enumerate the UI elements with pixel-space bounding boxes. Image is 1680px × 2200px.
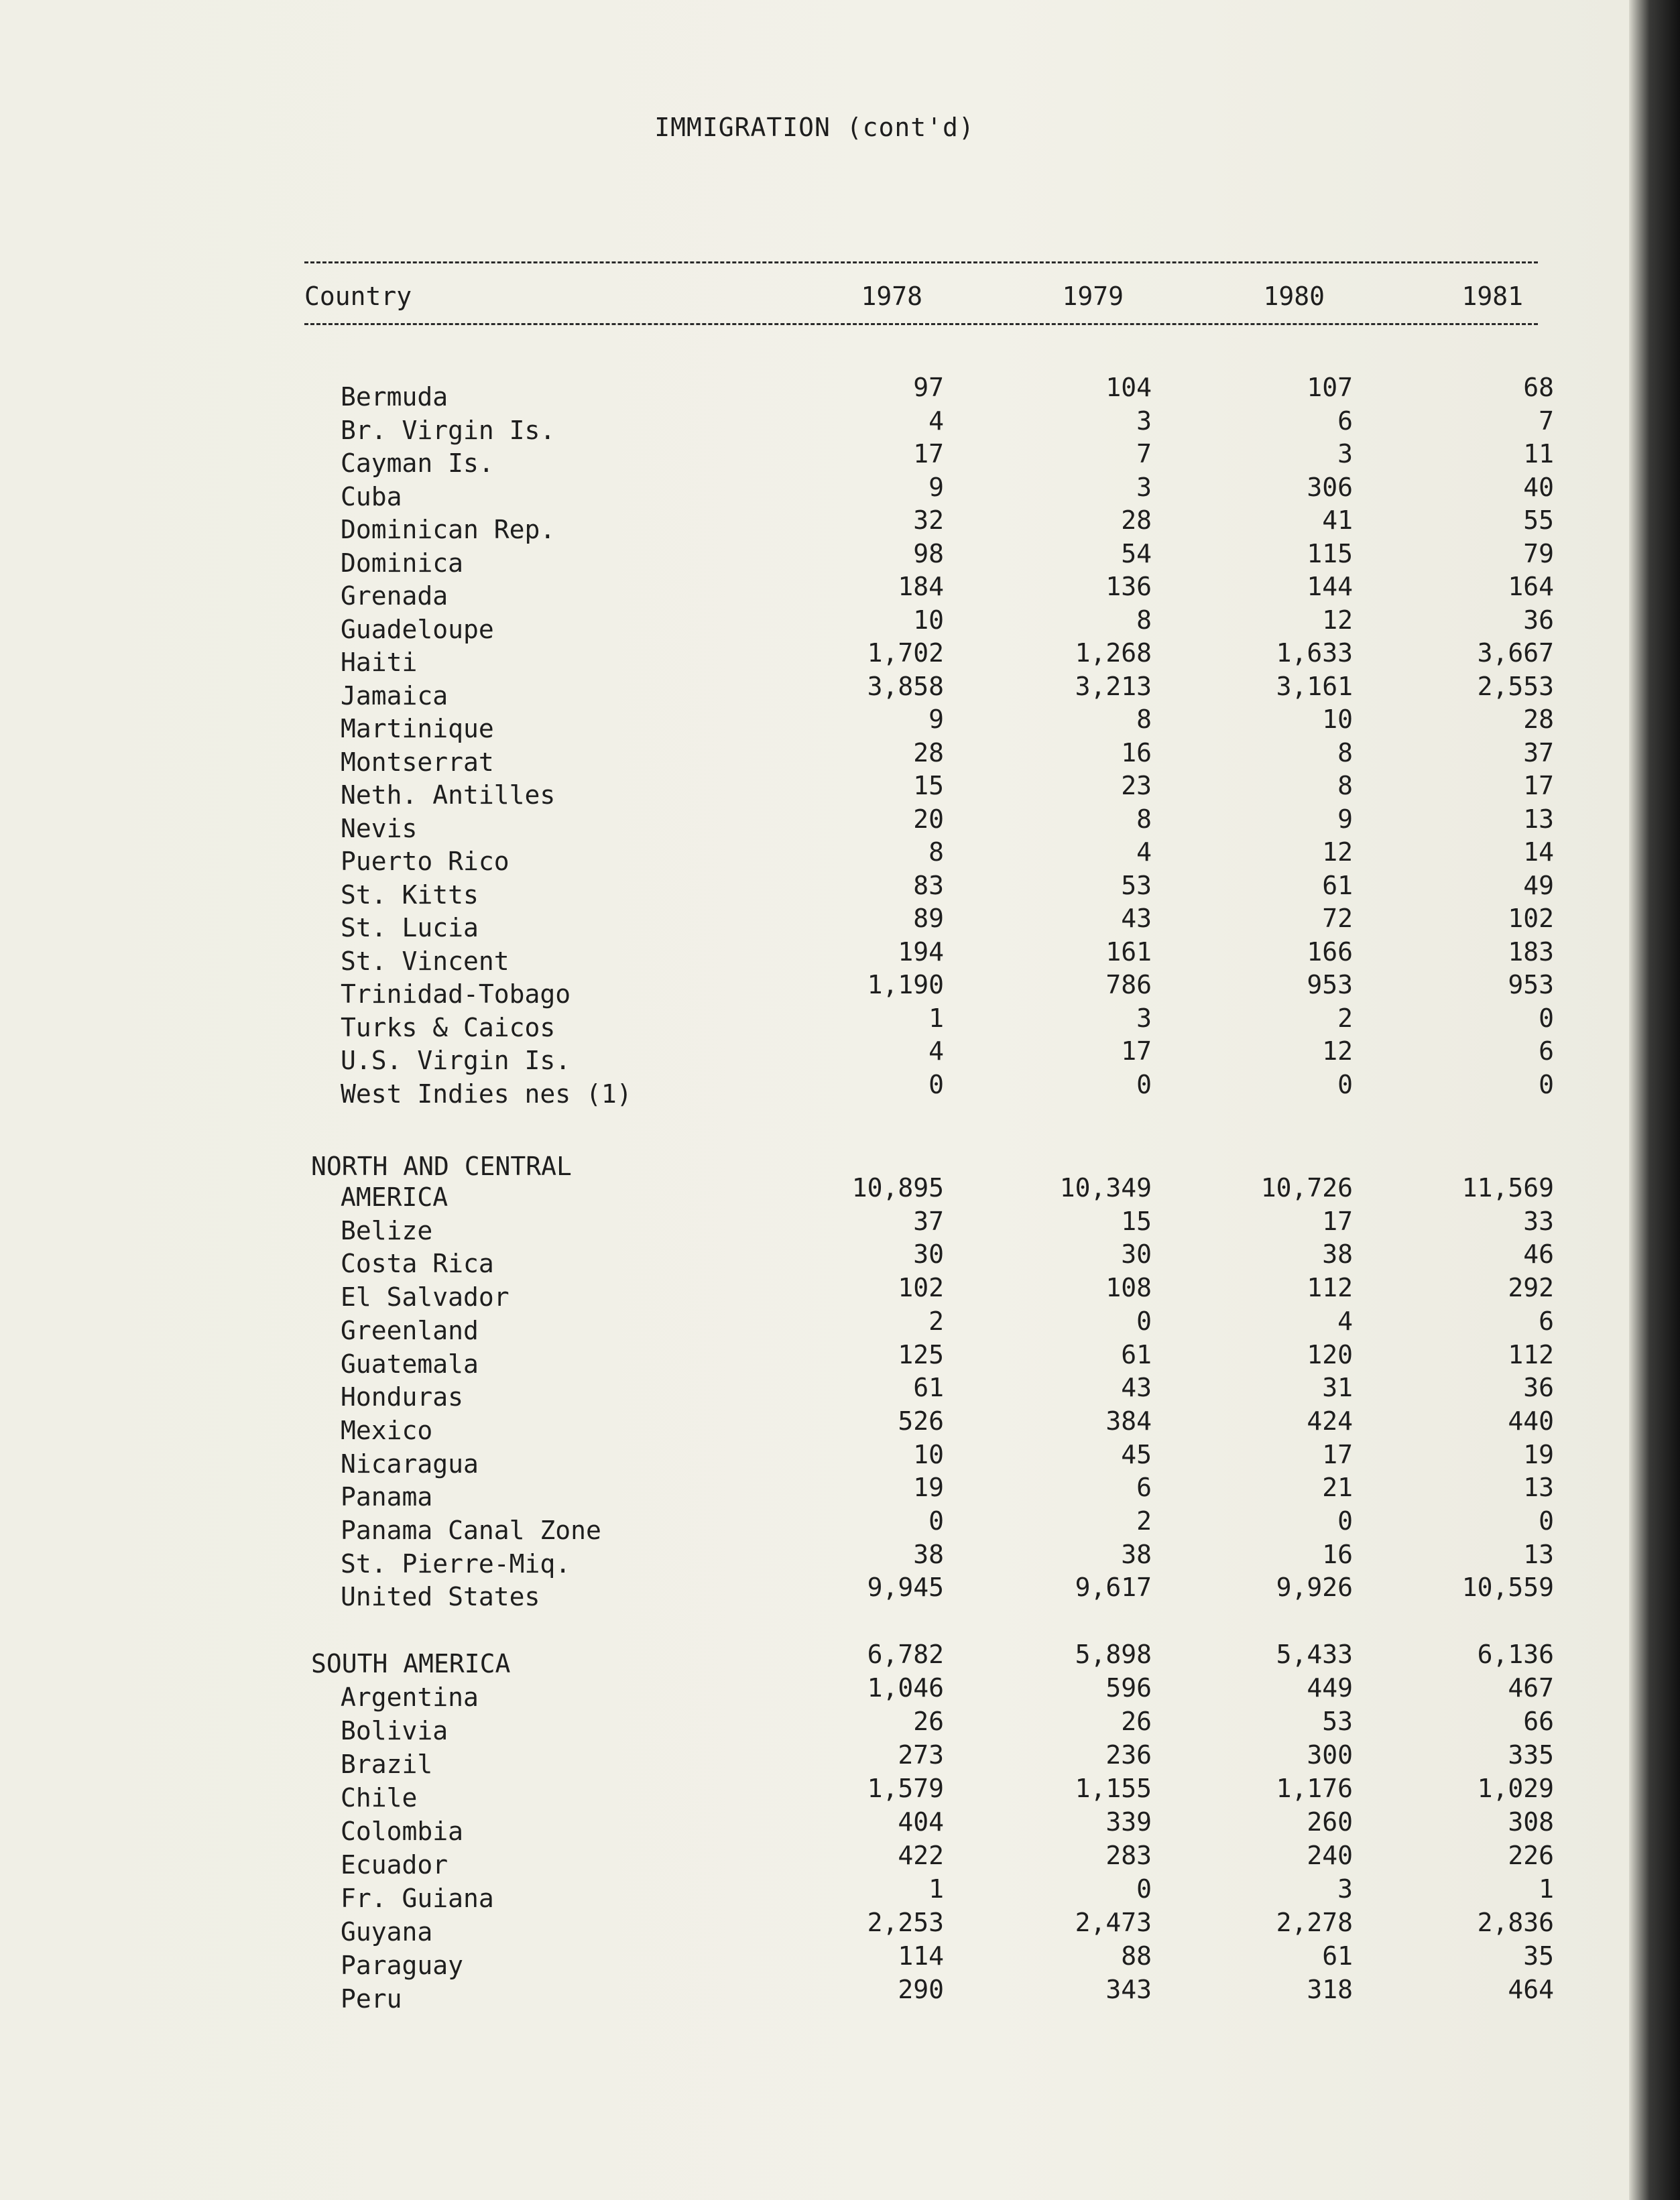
value-1978: 290 <box>898 1975 944 2004</box>
value-1978: 273 <box>898 1740 944 1770</box>
country-name: Neth. Antilles <box>341 780 556 810</box>
value-1978: 9 <box>928 705 944 734</box>
value-1981: 0 <box>1539 1003 1554 1033</box>
value-1981: 6 <box>1539 1036 1554 1066</box>
value-1981: 17 <box>1523 771 1554 800</box>
country-name: Cuba <box>341 481 402 511</box>
table-row <box>0 1573 1629 1615</box>
value-1978: 1,702 <box>867 638 944 668</box>
value-1981: 11,569 <box>1461 1173 1554 1203</box>
value-1978: 37 <box>913 1206 944 1236</box>
value-1978: 61 <box>913 1373 944 1403</box>
value-1978: 184 <box>898 572 944 601</box>
value-1979: 0 <box>1136 1306 1152 1336</box>
country-name: Costa Rica <box>341 1249 494 1279</box>
value-1978: 1 <box>928 1874 944 1904</box>
value-1978: 1,579 <box>867 1774 944 1803</box>
value-1979: 339 <box>1105 1807 1152 1837</box>
country-name: Nicaragua <box>341 1449 479 1479</box>
country-name: Belize <box>341 1215 433 1245</box>
country-name: Brazil <box>341 1750 433 1779</box>
value-1981: 46 <box>1523 1239 1554 1270</box>
header-top-rule <box>304 261 1538 263</box>
value-1981: 6 <box>1539 1306 1554 1336</box>
value-1978: 32 <box>913 505 944 535</box>
country-name: Montserrat <box>341 747 494 777</box>
header-bottom-rule <box>304 323 1538 325</box>
value-1980: 61 <box>1322 1941 1353 1971</box>
value-1978: 422 <box>898 1841 944 1870</box>
country-name: St. Kitts <box>341 879 479 910</box>
value-1980: 8 <box>1337 771 1353 800</box>
value-1978: 83 <box>913 870 944 900</box>
value-1979: 3,213 <box>1075 671 1152 701</box>
country-name: Turks & Caicos <box>341 1012 556 1042</box>
country-name: Ecuador <box>341 1850 448 1880</box>
value-1981: 226 <box>1508 1841 1554 1870</box>
page-edge-shadow <box>1629 0 1680 2200</box>
value-1981: 55 <box>1523 505 1554 535</box>
country-name: U.S. Virgin Is. <box>341 1046 571 1075</box>
value-1980: 8 <box>1337 737 1353 768</box>
value-1978: 4 <box>928 406 944 436</box>
value-1980: 3,161 <box>1276 671 1353 701</box>
value-1980: 0 <box>1337 1069 1353 1099</box>
value-1978: 26 <box>913 1707 944 1736</box>
value-1979: 53 <box>1121 870 1152 900</box>
country-name: NORTH AND CENTRAL <box>311 1152 572 1181</box>
value-1980: 5,433 <box>1276 1640 1353 1669</box>
value-1978: 10,895 <box>851 1173 944 1203</box>
value-1981: 28 <box>1523 705 1554 734</box>
value-1979: 596 <box>1105 1673 1152 1703</box>
value-1980: 9,926 <box>1276 1573 1353 1603</box>
value-1981: 183 <box>1508 936 1554 967</box>
value-1979: 283 <box>1105 1841 1152 1870</box>
country-name: Argentina <box>341 1683 479 1712</box>
country-name: Grenada <box>341 581 448 611</box>
value-1978: 17 <box>913 439 944 469</box>
value-1979: 2 <box>1136 1506 1152 1536</box>
country-name: Peru <box>341 1984 402 2014</box>
value-1980: 31 <box>1322 1373 1353 1403</box>
value-1981: 464 <box>1508 1975 1554 2004</box>
value-1978: 97 <box>913 373 944 402</box>
country-name: Panama Canal Zone <box>341 1516 601 1545</box>
value-1980: 2,278 <box>1276 1908 1353 1937</box>
country-name: Puerto Rico <box>341 847 509 876</box>
value-1978: 9,945 <box>867 1573 944 1603</box>
value-1979: 17 <box>1121 1036 1152 1066</box>
column-header-1981: 1981 <box>1461 282 1523 311</box>
value-1979: 786 <box>1105 970 1152 999</box>
value-1979: 8 <box>1136 804 1152 834</box>
column-header-country: Country <box>304 282 412 311</box>
value-1981: 7 <box>1539 406 1554 436</box>
value-1981: 13 <box>1523 1539 1554 1569</box>
country-name: Panama <box>341 1482 433 1512</box>
value-1979: 0 <box>1136 1069 1152 1099</box>
value-1979: 4 <box>1136 837 1152 867</box>
value-1980: 144 <box>1307 572 1353 601</box>
value-1978: 2 <box>928 1306 944 1336</box>
value-1980: 1,633 <box>1276 638 1353 668</box>
value-1980: 3 <box>1337 439 1353 469</box>
value-1978: 102 <box>898 1273 944 1303</box>
value-1981: 0 <box>1539 1069 1554 1099</box>
value-1981: 1,029 <box>1477 1774 1554 1803</box>
value-1978: 6,782 <box>867 1640 944 1669</box>
value-1978: 10 <box>913 605 944 635</box>
value-1979: 1,155 <box>1075 1774 1152 1803</box>
country-name: Dominican Rep. <box>341 515 556 544</box>
value-1981: 13 <box>1523 1473 1554 1503</box>
value-1979: 2,473 <box>1075 1908 1152 1937</box>
column-header-1980: 1980 <box>1263 282 1325 311</box>
value-1980: 240 <box>1307 1841 1353 1870</box>
value-1980: 38 <box>1322 1239 1353 1270</box>
value-1978: 89 <box>913 904 944 933</box>
value-1978: 3,858 <box>867 671 944 701</box>
country-name: St. Lucia <box>341 913 479 942</box>
value-1979: 23 <box>1121 771 1152 800</box>
value-1980: 41 <box>1322 505 1353 535</box>
value-1979: 88 <box>1121 1941 1152 1971</box>
value-1979: 6 <box>1136 1473 1152 1503</box>
value-1980: 107 <box>1307 373 1353 402</box>
value-1981: 36 <box>1523 1373 1554 1403</box>
value-1979: 384 <box>1105 1406 1152 1436</box>
value-1979: 104 <box>1105 373 1152 402</box>
value-1980: 112 <box>1307 1273 1353 1303</box>
country-name: St. Pierre-Miq. <box>341 1548 571 1579</box>
value-1978: 10 <box>913 1439 944 1469</box>
country-name: Greenland <box>341 1315 479 1345</box>
value-1978: 0 <box>928 1069 944 1099</box>
value-1978: 98 <box>913 538 944 568</box>
value-1980: 6 <box>1337 406 1353 436</box>
country-name: Br. Virgin Is. <box>341 415 556 445</box>
value-1978: 19 <box>913 1473 944 1503</box>
country-name: Guatemala <box>341 1349 479 1379</box>
value-1981: 14 <box>1523 837 1554 867</box>
value-1979: 5,898 <box>1075 1640 1152 1669</box>
value-1980: 61 <box>1322 870 1353 900</box>
value-1980: 10 <box>1322 705 1353 734</box>
value-1981: 440 <box>1508 1406 1554 1436</box>
country-name: Guadeloupe <box>341 614 494 644</box>
value-1981: 308 <box>1508 1807 1554 1837</box>
value-1980: 4 <box>1337 1306 1353 1336</box>
value-1980: 115 <box>1307 538 1353 568</box>
country-name: El Salvador <box>341 1282 509 1312</box>
value-1978: 0 <box>928 1506 944 1536</box>
value-1981: 13 <box>1523 804 1554 834</box>
value-1979: 54 <box>1121 538 1152 568</box>
value-1980: 3 <box>1337 1874 1353 1904</box>
value-1978: 20 <box>913 804 944 834</box>
value-1979: 9,617 <box>1075 1573 1152 1603</box>
value-1979: 236 <box>1105 1740 1152 1770</box>
value-1981: 35 <box>1523 1941 1554 1971</box>
value-1981: 102 <box>1508 904 1554 933</box>
country-name: Nevis <box>341 813 418 843</box>
value-1981: 79 <box>1523 538 1554 568</box>
value-1979: 43 <box>1121 904 1152 933</box>
value-1980: 9 <box>1337 804 1353 834</box>
country-name: Bermuda <box>341 382 448 412</box>
value-1978: 30 <box>913 1239 944 1270</box>
value-1980: 318 <box>1307 1975 1353 2004</box>
value-1981: 40 <box>1523 472 1554 502</box>
value-1979: 38 <box>1121 1539 1152 1569</box>
value-1978: 526 <box>898 1406 944 1436</box>
value-1981: 10,559 <box>1461 1573 1554 1603</box>
value-1979: 16 <box>1121 737 1152 768</box>
value-1980: 17 <box>1322 1439 1353 1469</box>
value-1981: 467 <box>1508 1673 1554 1703</box>
country-name: Chile <box>341 1783 418 1813</box>
value-1979: 7 <box>1136 439 1152 469</box>
country-name: Dominica <box>341 548 464 578</box>
country-name: Trinidad-Tobago <box>341 979 571 1009</box>
country-name: Colombia <box>341 1817 464 1846</box>
value-1981: 0 <box>1539 1506 1554 1536</box>
value-1980: 260 <box>1307 1807 1353 1837</box>
country-name: Paraguay <box>341 1951 464 1980</box>
value-1981: 2,553 <box>1477 671 1554 701</box>
value-1980: 953 <box>1307 970 1353 999</box>
value-1978: 15 <box>913 771 944 800</box>
value-1981: 335 <box>1508 1740 1554 1770</box>
country-name: Cayman Is. <box>341 448 494 478</box>
value-1980: 10,726 <box>1260 1173 1353 1203</box>
value-1981: 11 <box>1523 439 1554 469</box>
value-1981: 49 <box>1523 870 1554 900</box>
value-1979: 10,349 <box>1059 1173 1152 1203</box>
value-1981: 112 <box>1508 1339 1554 1369</box>
value-1980: 12 <box>1322 605 1353 635</box>
value-1979: 0 <box>1136 1874 1152 1904</box>
value-1979: 108 <box>1105 1273 1152 1303</box>
table-row <box>0 1975 1629 2018</box>
value-1978: 194 <box>898 936 944 967</box>
table-row <box>0 1069 1629 1113</box>
value-1978: 9 <box>928 472 944 502</box>
value-1979: 1,268 <box>1075 638 1152 668</box>
value-1978: 28 <box>913 737 944 768</box>
value-1978: 1 <box>928 1003 944 1033</box>
country-name: AMERICA <box>341 1182 448 1212</box>
value-1979: 61 <box>1121 1339 1152 1369</box>
value-1980: 12 <box>1322 1036 1353 1066</box>
value-1981: 19 <box>1523 1439 1554 1469</box>
country-name: Bolivia <box>341 1716 448 1746</box>
value-1981: 3,667 <box>1477 638 1554 668</box>
page-title: IMMIGRATION (cont'd) <box>654 113 975 142</box>
value-1978: 1,046 <box>867 1673 944 1703</box>
value-1978: 38 <box>913 1539 944 1569</box>
value-1979: 15 <box>1121 1206 1152 1236</box>
value-1979: 161 <box>1105 936 1152 967</box>
value-1981: 2,836 <box>1477 1908 1554 1937</box>
value-1979: 26 <box>1121 1707 1152 1736</box>
value-1980: 449 <box>1307 1673 1353 1703</box>
country-name: SOUTH AMERICA <box>311 1649 511 1678</box>
value-1981: 953 <box>1508 970 1554 999</box>
value-1978: 4 <box>928 1036 944 1066</box>
country-name: West Indies nes (1) <box>341 1079 632 1109</box>
value-1980: 120 <box>1307 1339 1353 1369</box>
value-1981: 37 <box>1523 737 1554 768</box>
value-1981: 1 <box>1539 1874 1554 1904</box>
value-1981: 66 <box>1523 1707 1554 1736</box>
value-1980: 53 <box>1322 1707 1353 1736</box>
value-1979: 3 <box>1136 472 1152 502</box>
country-name: Martinique <box>341 714 494 743</box>
value-1979: 8 <box>1136 705 1152 734</box>
value-1981: 164 <box>1508 572 1554 601</box>
value-1979: 3 <box>1136 1003 1152 1033</box>
value-1980: 21 <box>1322 1473 1353 1503</box>
country-name: Jamaica <box>341 680 448 711</box>
value-1978: 1,190 <box>867 970 944 999</box>
value-1981: 33 <box>1523 1206 1554 1236</box>
value-1980: 72 <box>1322 904 1353 933</box>
value-1978: 404 <box>898 1807 944 1837</box>
country-name: St. Vincent <box>341 946 509 976</box>
value-1978: 125 <box>898 1339 944 1369</box>
value-1980: 2 <box>1337 1003 1353 1033</box>
value-1980: 0 <box>1337 1506 1353 1536</box>
column-header-1979: 1979 <box>1062 282 1124 311</box>
value-1979: 136 <box>1105 572 1152 601</box>
value-1979: 8 <box>1136 605 1152 635</box>
value-1978: 2,253 <box>867 1908 944 1937</box>
column-header-1978: 1978 <box>861 282 922 311</box>
value-1980: 306 <box>1307 472 1353 502</box>
country-name: Fr. Guiana <box>341 1884 494 1913</box>
value-1980: 17 <box>1322 1206 1353 1236</box>
value-1980: 166 <box>1307 936 1353 967</box>
value-1980: 16 <box>1322 1539 1353 1569</box>
value-1981: 36 <box>1523 605 1554 635</box>
value-1980: 424 <box>1307 1406 1353 1436</box>
country-name: Haiti <box>341 648 418 677</box>
value-1980: 1,176 <box>1276 1774 1353 1803</box>
country-name: United States <box>341 1582 540 1612</box>
country-name: Mexico <box>341 1415 433 1445</box>
value-1979: 28 <box>1121 505 1152 535</box>
value-1979: 3 <box>1136 406 1152 436</box>
value-1981: 6,136 <box>1477 1640 1554 1669</box>
value-1980: 300 <box>1307 1740 1353 1770</box>
value-1978: 114 <box>898 1941 944 1971</box>
value-1981: 292 <box>1508 1273 1554 1303</box>
value-1980: 12 <box>1322 837 1353 867</box>
value-1979: 45 <box>1121 1439 1152 1469</box>
country-name: Honduras <box>341 1382 464 1412</box>
value-1979: 343 <box>1105 1975 1152 2004</box>
value-1981: 68 <box>1523 373 1554 402</box>
value-1979: 43 <box>1121 1373 1152 1403</box>
value-1978: 8 <box>928 837 944 867</box>
country-name: Guyana <box>341 1917 433 1947</box>
value-1979: 30 <box>1121 1239 1152 1270</box>
